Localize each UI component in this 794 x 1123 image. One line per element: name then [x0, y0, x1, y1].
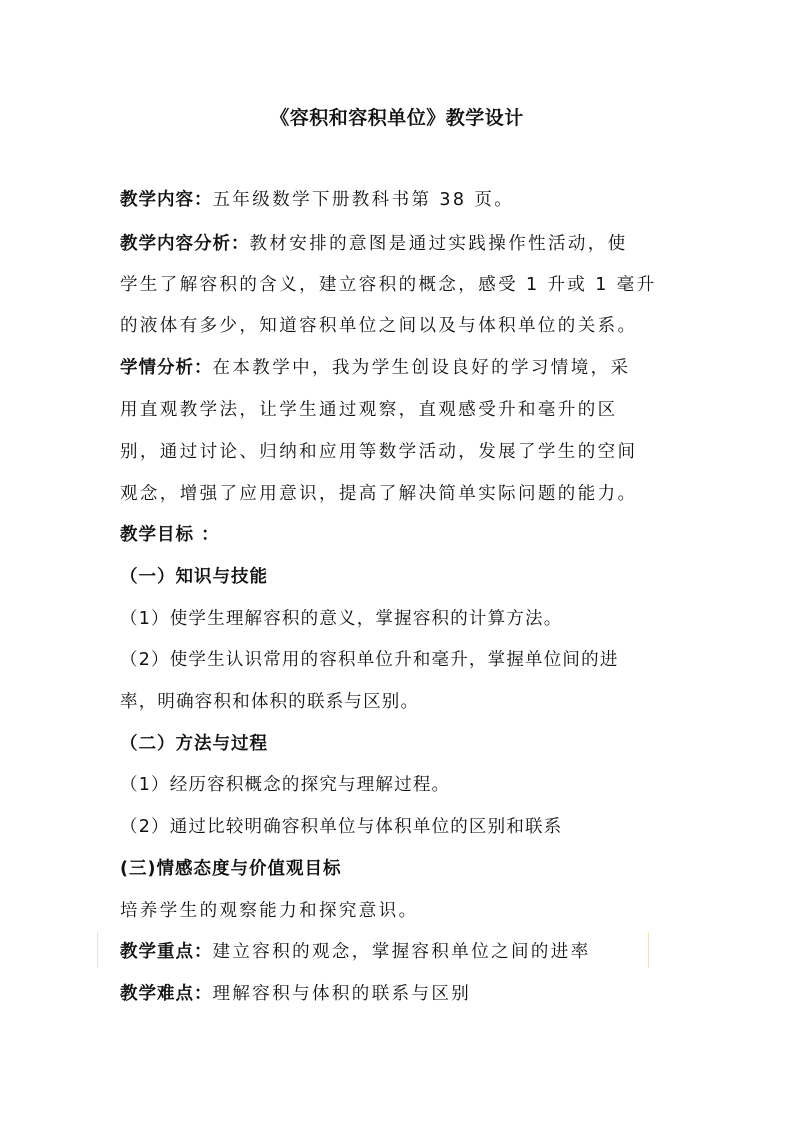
learning-analysis-line-4: 观念，增强了应用意识，提高了解决简单实际问题的能力。: [120, 484, 638, 504]
knowledge-item-2-line-2: 率，明确容积和体积的联系与区别。: [120, 692, 420, 712]
learning-analysis-text-1: 在本教学中，我为学生创设良好的学习情境，采: [212, 358, 631, 378]
method-item-1: （1）经历容积概念的探究与理解过程。: [120, 775, 451, 795]
highlight-marker-left: [97, 932, 98, 968]
content-analysis-line-3: 的液体有多少，知道容积单位之间以及与体积单位的关系。: [120, 316, 638, 336]
teaching-goals-label: 教学目标 ：: [120, 525, 220, 545]
learning-analysis-line-3: 别，通过讨论、归纳和应用等数学活动，发展了学生的空间: [120, 442, 638, 462]
knowledge-item-1: （1）使学生理解容积的意义，掌握容积的计算方法。: [120, 609, 563, 629]
learning-analysis-line-2: 用直观教学法，让学生通过观察，直观感受升和毫升的区: [120, 400, 618, 420]
content-analysis-label: 教学内容分析：: [120, 234, 250, 254]
teaching-key-point-text: 建立容积的观念，掌握容积单位之间的进率: [212, 942, 591, 962]
learning-analysis-label: 学情分析：: [120, 358, 213, 378]
teaching-content-line: [120, 188, 514, 212]
knowledge-item-2-line-1: （2）使学生认识常用的容积单位升和毫升，掌握单位间的进: [120, 650, 619, 670]
teaching-content-text: 五年级数学下册教科书第 38 页。: [212, 190, 515, 210]
knowledge-skills-heading: （一）知识与技能: [120, 567, 268, 587]
teaching-difficulty-line: [120, 982, 471, 1006]
document-title: 《容积和容积单位》教学设计: [270, 107, 524, 129]
teaching-key-point-label: 教学重点：: [120, 942, 213, 962]
method-process-heading: （二）方法与过程: [120, 734, 268, 754]
content-analysis-line-1: [120, 232, 628, 256]
teaching-key-point-line: [120, 940, 591, 964]
emotion-values-text: 培养学生的观察能力和探究意识。: [120, 901, 419, 921]
teaching-content-label: 教学内容：: [120, 190, 213, 210]
teaching-difficulty-label: 教学难点：: [120, 984, 213, 1004]
content-analysis-line-2: 学生了解容积的含义，建立容积的概念，感受 1 升或 1 毫升: [120, 275, 657, 295]
learning-analysis-line-1: [120, 356, 630, 380]
method-item-2: （2）通过比较明确容积单位与体积单位的区别和联系: [120, 817, 563, 837]
teaching-difficulty-text: 理解容积与体积的联系与区别: [212, 984, 472, 1004]
highlight-marker-right: [648, 932, 649, 968]
content-analysis-text-1: 教材安排的意图是通过实践操作性活动，使: [249, 234, 628, 254]
emotion-values-heading: (三)情感态度与价值观目标: [120, 859, 342, 879]
